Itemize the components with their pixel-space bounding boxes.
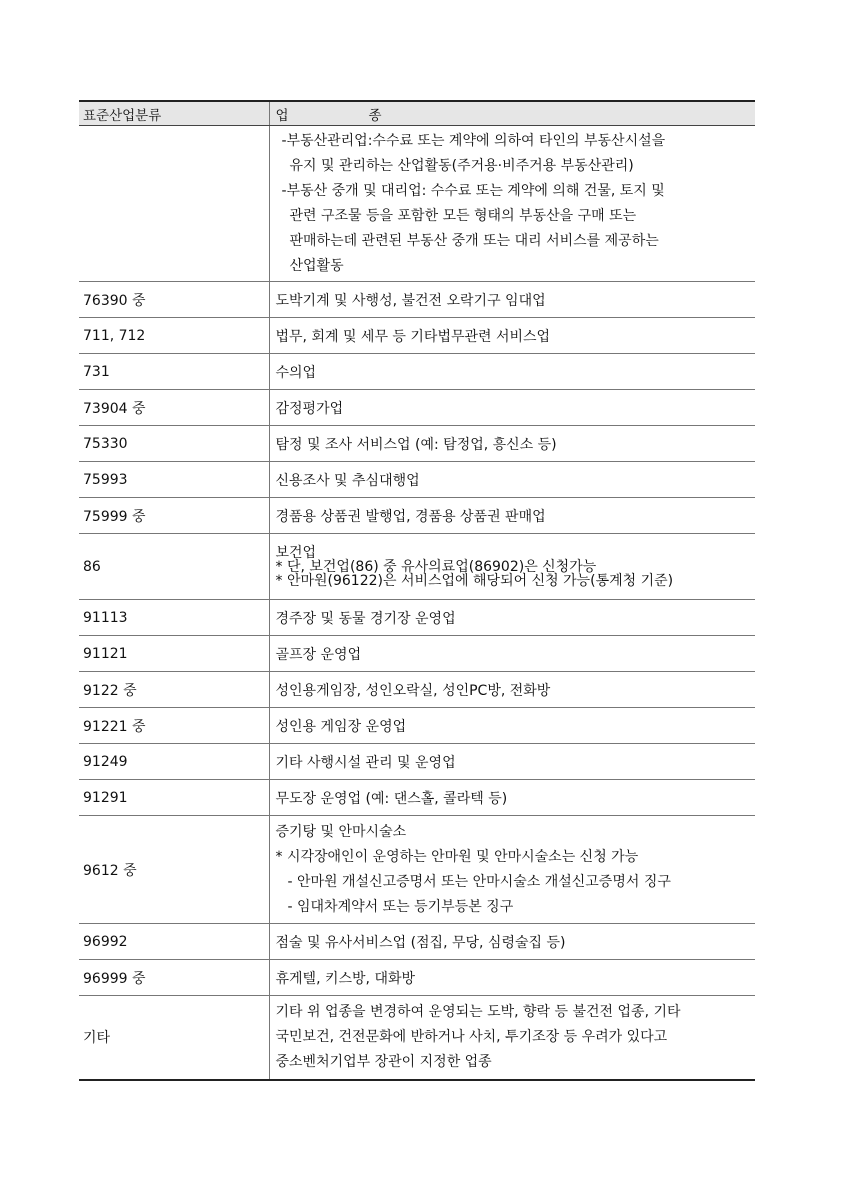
business-type-cell: 도박기계 및 사행성, 불건전 오락기구 임대업 [269, 282, 755, 318]
type-line: - 안마원 개설신고증명서 또는 안마시술소 개설신고증명서 징구 [287, 873, 671, 890]
business-type-cell: 신용조사 및 추심대행업 [269, 462, 755, 498]
industry-code-cell: 96992 [79, 924, 269, 960]
industry-code-cell: 91221 중 [79, 708, 269, 744]
table-row [79, 996, 755, 1080]
type-line: 유지 및 관리하는 산업활동(주거용·비주거용 부동산관리) [289, 157, 634, 174]
industry-code-cell: 91291 [79, 780, 269, 816]
table-row [79, 282, 755, 318]
type-line: 증기탕 및 안마시술소 [275, 823, 407, 840]
type-line: * 시각장애인이 운영하는 안마원 및 안마시술소는 신청 가능 [275, 848, 639, 865]
business-type-cell: 탐정 및 조사 서비스업 (예: 탐정업, 흥신소 등) [269, 426, 755, 462]
table-row [79, 708, 755, 744]
table-header-row [79, 101, 755, 126]
table-row [79, 816, 755, 924]
business-type-cell: 성인용 게임장 운영업 [269, 708, 755, 744]
business-type-cell: 경주장 및 동물 경기장 운영업 [269, 600, 755, 636]
header-type-right: 종 [368, 107, 382, 124]
restricted-industry-table [79, 100, 755, 1081]
type-line: * 단, 보건업(86) 중 유사의료업(86902)은 신청가능 [275, 558, 597, 575]
business-type-cell: 감정평가업 [269, 390, 755, 426]
business-type-cell: 성인용게임장, 성인오락실, 성인PC방, 전화방 [269, 672, 755, 708]
type-line: 기타 위 업종을 변경하여 운영되는 도박, 향락 등 불건전 업종, 기타 [275, 1003, 681, 1020]
business-type-cell: 골프장 운영업 [269, 636, 755, 672]
business-type-cell: 경품용 상품권 발행업, 경품용 상품권 판매업 [269, 498, 755, 534]
table-row [79, 780, 755, 816]
industry-code-cell: 91113 [79, 600, 269, 636]
table-row [79, 318, 755, 354]
table-row [79, 126, 755, 282]
type-line: -부동산관리업:수수료 또는 계약에 의하여 타인의 부동산시설을 [281, 132, 666, 149]
table-row [79, 924, 755, 960]
industry-code-cell: 91249 [79, 744, 269, 780]
type-line: 판매하는데 관련된 부동산 중개 또는 대리 서비스를 제공하는 [289, 232, 659, 249]
header-industry-code: 표준산업분류 [79, 101, 269, 126]
table-row [79, 462, 755, 498]
table-row [79, 390, 755, 426]
business-type-cell: 법무, 회계 및 세무 등 기타법무관련 서비스업 [269, 318, 755, 354]
industry-code-cell: 9122 중 [79, 672, 269, 708]
header-business-type [269, 101, 755, 126]
industry-code-cell: 711, 712 [79, 318, 269, 354]
table-row [79, 498, 755, 534]
type-line: 국민보건, 건전문화에 반하거나 사치, 투기조장 등 우려가 있다고 [275, 1028, 668, 1045]
table-row [79, 534, 755, 600]
type-line: - 임대차계약서 또는 등기부등본 징구 [287, 898, 514, 915]
industry-code-cell: 9612 중 [79, 816, 269, 924]
industry-code-cell: 91121 [79, 636, 269, 672]
business-type-cell: 무도장 운영업 (예: 댄스홀, 콜라텍 등) [269, 780, 755, 816]
table-row [79, 354, 755, 390]
business-type-cell [269, 996, 755, 1080]
industry-code-cell: 86 [79, 534, 269, 600]
type-line: 관련 구조물 등을 포함한 모든 형태의 부동산을 구매 또는 [289, 207, 637, 224]
industry-code-cell: 75330 [79, 426, 269, 462]
industry-code-cell: 75993 [79, 462, 269, 498]
industry-code-cell [79, 126, 269, 282]
industry-code-cell: 76390 중 [79, 282, 269, 318]
table-row [79, 600, 755, 636]
business-type-cell: 점술 및 유사서비스업 (점집, 무당, 심령술집 등) [269, 924, 755, 960]
industry-code-cell: 기타 [79, 996, 269, 1080]
business-type-cell: 휴게텔, 키스방, 대화방 [269, 960, 755, 996]
industry-code-cell: 96999 중 [79, 960, 269, 996]
industry-code-cell: 731 [79, 354, 269, 390]
type-line: 중소벤처기업부 장관이 지정한 업종 [275, 1053, 492, 1070]
table-row [79, 426, 755, 462]
table-row [79, 960, 755, 996]
industry-code-cell: 75999 중 [79, 498, 269, 534]
type-line: * 안마원(96122)은 서비스업에 해당되어 신청 가능(통계청 기준) [275, 572, 674, 589]
table-row [79, 636, 755, 672]
type-line: 산업활동 [289, 257, 344, 274]
business-type-cell: 수의업 [269, 354, 755, 390]
type-line: -부동산 중개 및 대리업: 수수료 또는 계약에 의해 건물, 토지 및 [281, 182, 665, 199]
header-type-left: 업 [275, 107, 289, 124]
business-type-cell: 기타 사행시설 관리 및 운영업 [269, 744, 755, 780]
table-row [79, 672, 755, 708]
table-row [79, 744, 755, 780]
business-type-cell [269, 534, 755, 600]
business-type-cell [269, 816, 755, 924]
business-type-cell [269, 126, 755, 282]
type-line: 보건업 [275, 544, 317, 561]
industry-code-cell: 73904 중 [79, 390, 269, 426]
